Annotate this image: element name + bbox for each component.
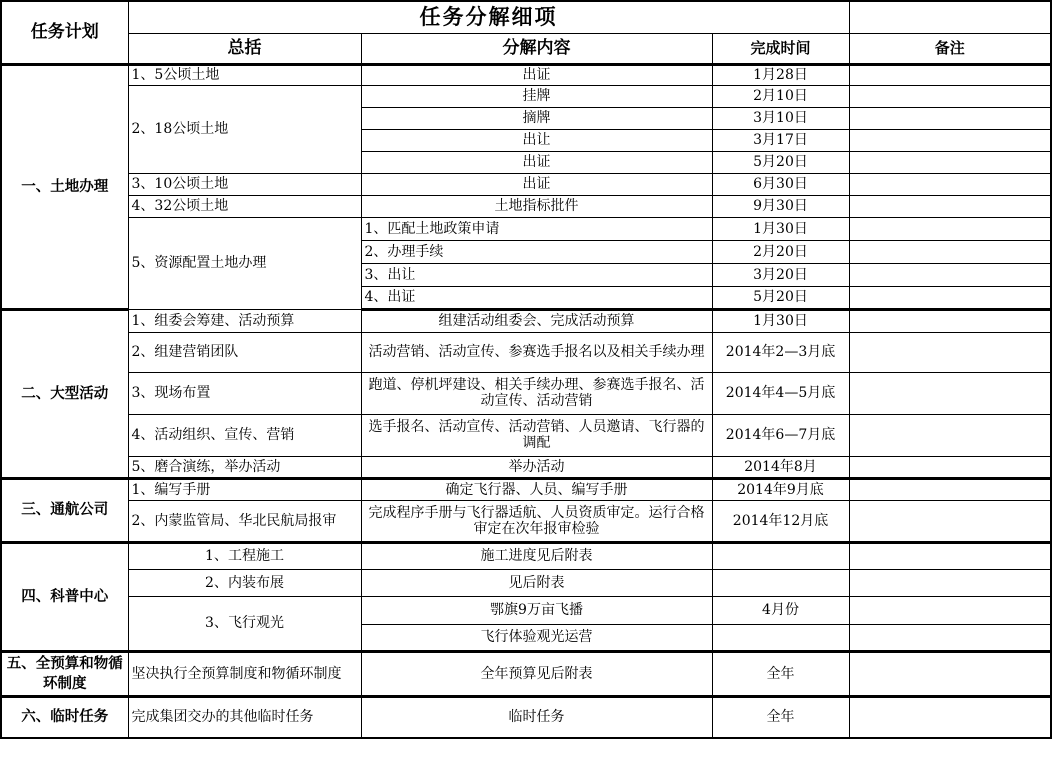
remark-cell <box>849 569 1051 596</box>
content-cell: 出证 <box>361 173 712 195</box>
remark-cell <box>849 286 1051 309</box>
time-cell: 9月30日 <box>712 195 849 217</box>
content-cell: 土地指标批件 <box>361 195 712 217</box>
section-temp-tasks: 六、临时任务 <box>1 696 128 738</box>
remark-cell <box>849 173 1051 195</box>
time-cell: 2014年8月 <box>712 456 849 478</box>
time-cell: 3月10日 <box>712 107 849 129</box>
remark-cell <box>849 651 1051 696</box>
remark-cell <box>849 217 1051 240</box>
summary-cell: 2、18公顷土地 <box>128 85 361 173</box>
remark-cell <box>849 372 1051 414</box>
time-cell: 6月30日 <box>712 173 849 195</box>
remark-cell <box>849 332 1051 372</box>
content-cell: 举办活动 <box>361 456 712 478</box>
summary-cell: 2、组建营销团队 <box>128 332 361 372</box>
time-cell: 2014年6—7月底 <box>712 414 849 456</box>
section-events: 二、大型活动 <box>1 309 128 478</box>
header-blank <box>849 1 1051 33</box>
time-cell <box>712 569 849 596</box>
time-cell <box>712 542 849 569</box>
header-summary: 总括 <box>128 33 361 64</box>
content-cell: 跑道、停机坪建设、相关手续办理、参赛选手报名、活动宣传、活动营销 <box>361 372 712 414</box>
content-cell: 2、办理手续 <box>361 240 712 263</box>
time-cell: 5月20日 <box>712 151 849 173</box>
table-title: 任务分解细项 <box>128 1 849 33</box>
remark-cell <box>849 263 1051 286</box>
summary-cell: 3、现场布置 <box>128 372 361 414</box>
remark-cell <box>849 478 1051 500</box>
content-cell: 出让 <box>361 129 712 151</box>
summary-cell: 1、组委会筹建、活动预算 <box>128 309 361 332</box>
content-cell: 1、匹配土地政策申请 <box>361 217 712 240</box>
summary-cell: 3、10公顷土地 <box>128 173 361 195</box>
remark-cell <box>849 500 1051 542</box>
content-cell: 出证 <box>361 151 712 173</box>
time-cell: 1月30日 <box>712 217 849 240</box>
remark-cell <box>849 414 1051 456</box>
section-aviation: 三、通航公司 <box>1 478 128 542</box>
remark-cell <box>849 151 1051 173</box>
content-cell: 组建活动组委会、完成活动预算 <box>361 309 712 332</box>
content-cell: 确定飞行器、人员、编写手册 <box>361 478 712 500</box>
remark-cell <box>849 596 1051 624</box>
content-cell: 见后附表 <box>361 569 712 596</box>
time-cell: 全年 <box>712 651 849 696</box>
content-cell: 摘牌 <box>361 107 712 129</box>
time-cell: 3月17日 <box>712 129 849 151</box>
remark-cell <box>849 624 1051 651</box>
time-cell: 2014年9月底 <box>712 478 849 500</box>
content-cell: 临时任务 <box>361 696 712 738</box>
summary-cell: 4、活动组织、宣传、营销 <box>128 414 361 456</box>
time-cell: 3月20日 <box>712 263 849 286</box>
header-time: 完成时间 <box>712 33 849 64</box>
remark-cell <box>849 240 1051 263</box>
time-cell: 1月30日 <box>712 309 849 332</box>
summary-cell: 1、编写手册 <box>128 478 361 500</box>
remark-cell <box>849 195 1051 217</box>
time-cell: 2014年4—5月底 <box>712 372 849 414</box>
time-cell: 4月份 <box>712 596 849 624</box>
summary-cell: 完成集团交办的其他临时任务 <box>128 696 361 738</box>
content-cell: 选手报名、活动宣传、活动营销、人员邀请、飞行器的调配 <box>361 414 712 456</box>
time-cell: 2月20日 <box>712 240 849 263</box>
content-cell: 鄂旗9万亩飞播 <box>361 596 712 624</box>
content-cell: 4、出证 <box>361 286 712 309</box>
summary-cell: 4、32公顷土地 <box>128 195 361 217</box>
time-cell: 2014年12月底 <box>712 500 849 542</box>
summary-cell: 坚决执行全预算制度和物循环制度 <box>128 651 361 696</box>
content-cell: 活动营销、活动宣传、参赛选手报名以及相关手续办理 <box>361 332 712 372</box>
content-cell: 挂牌 <box>361 85 712 107</box>
summary-cell: 1、5公顷土地 <box>128 64 361 85</box>
summary-cell: 1、工程施工 <box>128 542 361 569</box>
summary-cell: 2、内装布展 <box>128 569 361 596</box>
time-cell: 2014年2—3月底 <box>712 332 849 372</box>
remark-cell <box>849 107 1051 129</box>
time-cell: 1月28日 <box>712 64 849 85</box>
content-cell: 飞行体验观光运营 <box>361 624 712 651</box>
content-cell: 3、出让 <box>361 263 712 286</box>
remark-cell <box>849 542 1051 569</box>
header-plan: 任务计划 <box>1 1 128 64</box>
remark-cell <box>849 456 1051 478</box>
remark-cell <box>849 309 1051 332</box>
remark-cell <box>849 696 1051 738</box>
content-cell: 全年预算见后附表 <box>361 651 712 696</box>
time-cell: 全年 <box>712 696 849 738</box>
time-cell: 5月20日 <box>712 286 849 309</box>
remark-cell <box>849 129 1051 151</box>
summary-cell: 5、磨合演练，举办活动 <box>128 456 361 478</box>
header-remark: 备注 <box>849 33 1051 64</box>
section-science-center: 四、科普中心 <box>1 542 128 651</box>
section-land: 一、土地办理 <box>1 64 128 309</box>
remark-cell <box>849 85 1051 107</box>
time-cell: 2月10日 <box>712 85 849 107</box>
time-cell <box>712 624 849 651</box>
summary-cell: 2、内蒙监管局、华北民航局报审 <box>128 500 361 542</box>
content-cell: 完成程序手册与飞行器适航、人员资质审定。运行合格审定在次年报审检验 <box>361 500 712 542</box>
header-content: 分解内容 <box>361 33 712 64</box>
summary-cell: 5、资源配置土地办理 <box>128 217 361 309</box>
content-cell: 出证 <box>361 64 712 85</box>
section-budget: 五、全预算和物循环制度 <box>1 651 128 696</box>
remark-cell <box>849 64 1051 85</box>
summary-cell: 3、飞行观光 <box>128 596 361 651</box>
content-cell: 施工进度见后附表 <box>361 542 712 569</box>
